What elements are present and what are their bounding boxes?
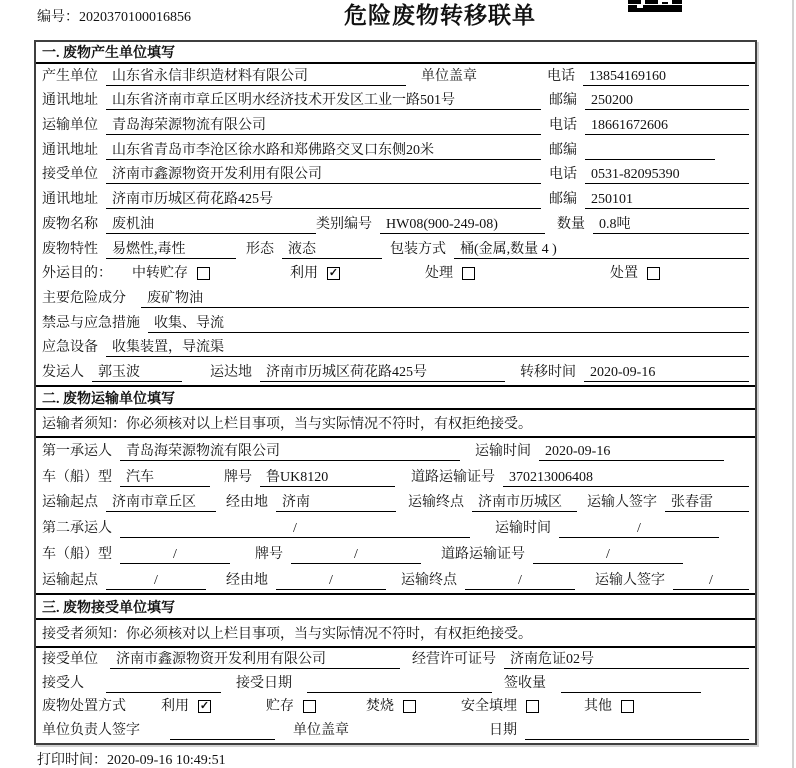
field-label: 废物处置方式 (42, 699, 126, 715)
field-label: 运达地 (210, 364, 252, 380)
checkbox-field (425, 265, 475, 283)
field-value: 郭玉波 (92, 364, 182, 382)
form-row (36, 464, 755, 490)
field-label: 运输人签字 (587, 495, 657, 511)
form-row (36, 541, 755, 567)
checkbox-unchecked-icon (526, 700, 539, 713)
field-label: 邮编 (549, 93, 577, 109)
field-label: 转移时间 (520, 364, 576, 380)
field-label: 邮编 (549, 142, 577, 158)
field-label: 应急设备 (42, 340, 98, 356)
field-value: 青岛海荣源物流有限公司 (106, 117, 541, 135)
field-label: 车（船）型 (42, 547, 112, 563)
checkbox-label: 中转贮存 (132, 266, 188, 282)
form-row (36, 89, 755, 114)
checkbox-label: 处置 (610, 266, 638, 282)
field-label: 产生单位 (42, 68, 98, 84)
field-label: 运输人签字 (595, 572, 665, 588)
field-label: 第二承运人 (42, 521, 112, 537)
form-row (36, 163, 755, 188)
field-value: 汽车 (120, 469, 210, 487)
checkbox-unchecked-icon (403, 700, 416, 713)
doc-number-label: 编号： (37, 10, 79, 25)
field-value (307, 675, 492, 693)
field-label: 单位负责人签字 (42, 723, 140, 738)
field-label: 牌号 (224, 469, 252, 485)
field-label: 接受单位 (42, 167, 98, 183)
form-row (36, 490, 755, 516)
field-label: 电话 (549, 167, 577, 183)
page-edge-line (792, 0, 794, 768)
checkbox-unchecked-icon (303, 700, 316, 713)
field-label: 经营许可证号 (412, 651, 496, 667)
checkbox-label: 其他 (584, 699, 612, 715)
checkbox-label: 焚烧 (366, 699, 394, 715)
field-value: / (673, 572, 749, 590)
field-label: 通讯地址 (42, 142, 98, 158)
field-label: 通讯地址 (42, 93, 98, 109)
field-label: 道路运输证号 (411, 469, 495, 485)
form-row (36, 515, 755, 541)
form-row (36, 438, 755, 464)
field-label: 签收量 (504, 675, 546, 691)
section-rows-producer (36, 64, 755, 385)
field-value: 山东省永信非织造材料有限公司 (106, 68, 406, 86)
field-value: 250101 (585, 191, 749, 209)
field-label: 接受日期 (236, 675, 292, 691)
field-label: 道路运输证号 (441, 547, 525, 563)
checkbox-label: 安全填埋 (461, 699, 517, 715)
field-value: 370213006408 (503, 469, 749, 487)
field-label: 数量 (557, 216, 585, 232)
form-row (36, 262, 755, 287)
field-value: 易燃性,毒性 (106, 241, 236, 259)
field-value: 废机油 (106, 216, 316, 234)
field-value: / (291, 546, 421, 564)
field-label: 运输终点 (401, 572, 457, 588)
manifest-form-table (34, 40, 757, 745)
field-value: HW08(900-249-08) (380, 216, 545, 234)
field-value: 山东省青岛市李沧区徐水路和郑佛路交叉口东侧20米 (106, 142, 541, 160)
field-label: 电话 (547, 68, 575, 84)
field-value: 废矿物油 (141, 290, 749, 308)
checkbox-field (132, 265, 210, 283)
form-row (36, 648, 755, 672)
field-value: 鲁UK8120 (260, 469, 395, 487)
field-value: 收集装置，导流渠 (106, 339, 749, 357)
field-value (106, 675, 221, 693)
print-time (37, 749, 226, 768)
qr-code-fragment (628, 0, 684, 13)
field-value: 0.8吨 (593, 216, 749, 234)
page-title: 危险废物转移联单 (344, 3, 536, 28)
field-label: 运输起点 (42, 572, 98, 588)
print-time-value: 2020-09-16 10:49:51 (107, 753, 226, 768)
section-producer (36, 42, 755, 385)
field-value: 收集、导流 (148, 315, 749, 333)
receiver-notice: 接受者须知：你必须核对以上栏目事项，当与实际情况不符时，有权拒绝接受。 (36, 620, 755, 648)
form-row (36, 311, 755, 336)
field-label: 车（船）型 (42, 469, 112, 485)
checkbox-field (584, 698, 634, 716)
transporter-notice: 运输者须知：你必须核对以上栏目事项，当与实际情况不符时，有权拒绝接受。 (36, 410, 755, 438)
static-text: 单位盖章 (293, 723, 349, 738)
field-label: 运输单位 (42, 118, 98, 134)
field-value: 济南市历城区 (472, 494, 577, 512)
field-value: 济南市历城区荷花路425号 (260, 364, 505, 382)
checkbox-checked-icon: ✓ (199, 699, 210, 712)
section-receiver (36, 593, 755, 743)
form-row (36, 212, 755, 237)
field-value: / (465, 572, 575, 590)
field-value: 250200 (585, 92, 749, 110)
form-row (36, 64, 755, 89)
checkbox-field (266, 698, 316, 716)
field-value: 液态 (282, 241, 382, 259)
form-row (36, 567, 755, 593)
field-value: 0531-82095390 (585, 166, 749, 184)
field-value: 张春雷 (665, 494, 749, 512)
checkbox-field (610, 265, 660, 283)
field-value: 2020-09-16 (584, 364, 749, 382)
field-label: 接受单位 (42, 651, 98, 667)
doc-number-value: 2020370100016856 (79, 10, 191, 25)
field-label: 经由地 (226, 572, 268, 588)
field-label: 电话 (549, 118, 577, 134)
checkbox-checked-icon: ✓ (328, 266, 339, 279)
field-value: 济南 (276, 494, 396, 512)
field-value: 济南市鑫源物资开发利用有限公司 (110, 651, 400, 669)
form-row (36, 360, 755, 385)
section-transporter (36, 385, 755, 593)
form-row (36, 719, 755, 743)
field-label: 牌号 (255, 547, 283, 563)
form-row (36, 696, 755, 720)
field-value (585, 142, 715, 160)
section-rows-receiver (36, 648, 755, 743)
form-row (36, 286, 755, 311)
field-label: 运输时间 (495, 521, 551, 537)
field-value: 济南市鑫源物资开发利用有限公司 (106, 166, 541, 184)
field-label: 形态 (246, 241, 274, 257)
checkbox-field (366, 698, 416, 716)
section-title-receiver: 三. 废物接受单位填写 (36, 593, 755, 620)
field-label: 运输时间 (475, 443, 531, 459)
form-row (36, 237, 755, 262)
field-label: 运输终点 (408, 495, 464, 511)
field-value: 济南危证02号 (504, 651, 749, 669)
field-label: 第一承运人 (42, 443, 112, 459)
checkbox-unchecked-icon (621, 700, 634, 713)
checkbox-label: 处理 (425, 266, 453, 282)
checkbox-label: 利用 (290, 266, 318, 282)
field-label: 废物特性 (42, 241, 98, 257)
field-label: 经由地 (226, 495, 268, 511)
field-value: 青岛海荣源物流有限公司 (120, 443, 460, 461)
field-value: 2020-09-16 (539, 443, 724, 461)
checkbox-label: 贮存 (266, 699, 294, 715)
section-title-producer: 一. 废物产生单位填写 (36, 42, 755, 64)
form-row (36, 187, 755, 212)
field-label: 禁忌与应急措施 (42, 315, 140, 331)
field-label: 包装方式 (390, 241, 446, 257)
field-label: 发运人 (42, 364, 84, 380)
field-label: 通讯地址 (42, 192, 98, 208)
checkbox-field (290, 265, 340, 283)
field-label: 邮编 (549, 192, 577, 208)
checkbox-unchecked-icon (647, 267, 660, 280)
section-rows-transporter (36, 438, 755, 593)
field-value: 桶(金属,数量 4 ) (454, 241, 749, 259)
form-row (36, 113, 755, 138)
field-value: 18661672606 (585, 117, 749, 135)
field-value: / (533, 546, 683, 564)
checkbox-field (461, 698, 539, 716)
field-value: / (559, 520, 719, 538)
checkbox-unchecked-icon (462, 267, 475, 280)
field-value: / (120, 546, 230, 564)
field-label: 运输起点 (42, 495, 98, 511)
field-label: 日期 (489, 723, 517, 738)
field-value: 山东省济南市章丘区明水经济技术开发区工业一路501号 (106, 92, 541, 110)
form-row (36, 336, 755, 361)
field-value (170, 722, 275, 740)
field-value: / (120, 520, 470, 538)
section-title-transporter: 二. 废物运输单位填写 (36, 385, 755, 410)
print-time-label: 打印时间： (37, 753, 107, 768)
field-value: / (276, 572, 386, 590)
field-value: 济南市历城区荷花路425号 (106, 191, 541, 209)
field-value (561, 675, 701, 693)
checkbox-label: 利用 (161, 699, 189, 715)
static-text: 单位盖章 (421, 68, 477, 84)
field-label: 外运目的： (42, 266, 112, 282)
field-value: / (106, 572, 206, 590)
field-value: 济南市章丘区 (106, 494, 216, 512)
form-row (36, 672, 755, 696)
checkbox-field (161, 698, 211, 716)
field-label: 类别编号 (316, 216, 372, 232)
checkbox-unchecked-icon (197, 267, 210, 280)
field-value (525, 722, 749, 740)
form-row (36, 138, 755, 163)
field-label: 废物名称 (42, 216, 98, 232)
field-value: 13854169160 (583, 68, 749, 86)
field-label: 主要危险成分 (42, 290, 126, 306)
field-label: 接受人 (42, 675, 84, 691)
